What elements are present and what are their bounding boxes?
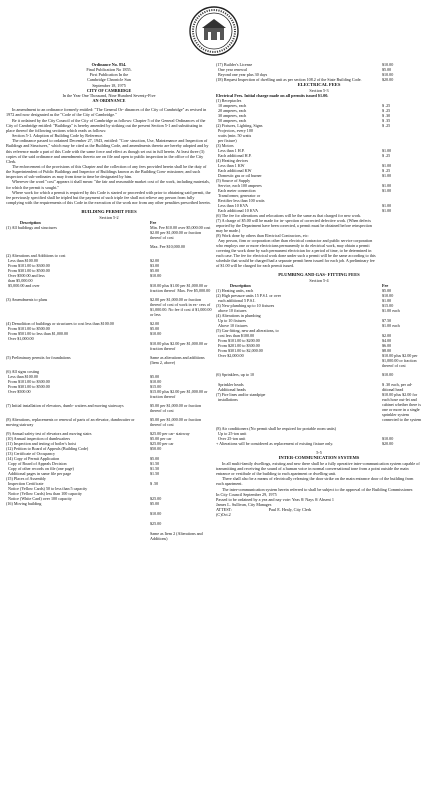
ordinance-paragraph: Section 5-1. Adoption of Building Code by Reference. xyxy=(12,133,104,139)
fee-row xyxy=(6,417,212,427)
fee-amount: $5.00 $10.00 $15.00 $15.00 plus $2.00 per $1,000.00 or fraction thereof xyxy=(150,374,208,400)
footer-line: ATTEST: Paul E. Healy, City Clerk xyxy=(216,507,312,513)
fee-description: (7) Initial installation of elevators, dumb- waiters and moving stairways xyxy=(6,403,124,409)
ordinance-paragraph: The enforcement of the provisions of this Chapter and the collection of any fees provided herein shall be the duty of the Superintendent of Public Buildings and Inspector of Buildings known as the Building Com- missioner, and such inspectors of sub-ordinates as may from time to time be designated by him. xyxy=(6,163,208,180)
fee-description xyxy=(6,244,150,249)
section-title: BUILDING PERMIT FEES xyxy=(81,209,137,215)
fee-row xyxy=(6,369,212,399)
description-header: Description xyxy=(20,220,41,226)
fee-description: (9) Annual safety test of elevators and moving stairs (10) Annual inspection of dumbwaiters (11) Inspection and testing of boiler's hoist (12) Petition to Board of Appeals (Building Code) (13) Certificate of Occupancy (14) Copy of Permit Application Copy of Board of Appeals Decision Copy of other records on file (one page) Additional pages in same file per page (15) Places of Assembly Inspection Certificate Notice (Yellow Cards) 50 to less than 5 capacity Notice (Yellow Cards) less than 100 capacity Notice (White Card) over 100 capacity (16) Moving building xyxy=(6,431,92,507)
ordinance-paragraph: The ordinance passed to ordained December 27, 1943, entitled: "Con- struction, Use, Maintenance and Inspection of Buildings and Structures," which may be cited as the Building Code, and amendments thereto are hereby adopted and by this reference made a part of this Code with the same force and effect as though set out in full herein. At least three (3) copies of the said ordinance and amendments thereto are on file and open to public inspection in the office of the City Clerk. xyxy=(6,138,210,164)
fee-amount: $25.00 per car- stairway $5.00 per car $25.00 per car $50.00 $5.00 $1.50 $1.50 $1.50 $ .50 $25.00 $5.00 $10.00 $25.00 Same as Item 2 (Alterations and Additions) xyxy=(150,431,203,542)
fee-amount xyxy=(382,218,422,233)
fee-description: (3) Amendments to plans xyxy=(6,297,48,303)
fee-row xyxy=(6,403,212,413)
fee-row xyxy=(216,62,422,82)
section-title: PLUMBING AND GAS- FITTING FEES xyxy=(278,271,360,277)
section-subtitle: Section 5-3 xyxy=(309,87,329,93)
city-seal-icon xyxy=(189,6,239,56)
fee-amount: Max. Fee $10,000.00 xyxy=(150,244,185,250)
fee-description: (8) Alterations, replacements or renewal of parts of an elevator, dumbwaiter or moving stairway xyxy=(6,417,136,428)
description-header: Description xyxy=(230,282,251,288)
fee-amount: $2.00 $5.00 $10.00 $10.00 plus $2.00 per $1,000.00 or fraction thereof xyxy=(150,321,208,352)
fee-row xyxy=(216,426,422,446)
fee-amount: Min. Fee $10.00 over $5,000.00 cost $2.00 per $1,000.00 or fraction thereof of cost xyxy=(150,225,212,241)
left-column xyxy=(6,62,212,796)
fee-amount: $2.00 per $1,000.00 or fraction thereof of cost of work in ex- cess of $1,000.00. No fee if cost if $1,000.00 or less xyxy=(150,297,213,318)
footer-line: James L. Sullivan, City Manager. xyxy=(216,502,272,507)
section-title: INTER-COMMUNICATION SYSTEMS xyxy=(278,455,360,461)
ordinance-paragraph: Be it ordained by the City Council of the City of Cambridge as follows: Chapter 5 of the General Ordinances of the City of Cambridge entitled: "Buildings" is hereby amended by striking out the present Section 5-1 and substituting in place thereof the following sections which reads as follows: xyxy=(6,117,207,133)
fee-amount: $1.00 $ .25 $1.00 $1.00 $1.00 $1.00 $1.00 xyxy=(382,162,392,213)
fee-amount: $ .25 $ .25 $ .30 $ .35 $ .25 $1.00 $ .25 xyxy=(382,102,392,158)
ordinance-paragraph: In amendment to an ordinance formerly entitled: "The General Or- dinances of the City of Cambridge" as revised in 1972 and now designated as the "Code of the City of Cambridge." xyxy=(6,107,208,118)
fee-description: (2) Alterations and Additions to cost Less than $100.00 From $101.00 to $300.00 From $301.00 to $500.00 Over $500.00 and less than $5,000.00 $5,000.00 and over xyxy=(6,253,66,289)
section-subtitle: 5-5 xyxy=(316,449,322,455)
ordinance-header-line: AN ORDINANCE xyxy=(92,98,126,104)
fee-row xyxy=(216,372,422,422)
fee-row xyxy=(6,253,212,293)
ordinance-paragraph: The inter-communication system herein referred to shall be subject to the approval of the Building Commissioner. xyxy=(222,486,414,492)
fee-description: (6) Sprinklers, up to 10 Sprinkler heads Additional heads (7) Fire lines and/or standpipe installations xyxy=(216,371,266,402)
fee-header: Fee xyxy=(150,220,157,226)
fee-description: (1) Receptacles 10 amperes, each 20 amperes, each 30 amperes, each 50 amperes, each (2) Fixtures, Lighting, Signs Projectors, every 100 watts (min. 50 watts per fixture) (3) Motors Less than 1 H.P. Each additional H.P. xyxy=(216,97,263,158)
fee-row xyxy=(216,218,422,233)
fee-description: (4) Heating devices Less than 1 KW Each additional KW Domestic gas or oil burner (5) Source of Supply Service, each 100 amperes Each meter connection Transformer, generator or Rectifier less than 100 watts Less than 10 KVA Each additional 10 KVA xyxy=(216,157,265,213)
ordinance-paragraph: Wherever the word "cost" appears it shall mean: "the fair and reasonable market cost of the work, including materials, for which the permit is sought." xyxy=(6,179,211,190)
ordinance-paragraph: Where work for which a permit is required by this Code is started or proceeded with prior to obtaining said permit, the fee previously specified shall be tripled but the payment of such triple fee shall not relieve any person from fully complying with the requirements of this Code in the execution of the work nor from any other penalties prescribed herein. xyxy=(6,189,212,206)
ordinance-header-line: Cambridge Chronicle Sun xyxy=(87,77,131,83)
fee-amount: $2.00 $3.00 $5.00 $10.00 $10.00 plus $1.00 per $1,000.00 or fraction thereof Max. Fee $5,000.00 xyxy=(150,258,211,294)
ordinance-paragraph: In all multi-family dwellings, existing and new there shall be a fully operative inter-communication system capable of transmitting and receiving the sound of a human voice in normal conversational tone from a point outside the main entrance or vestibule of the building to each apartment or dwelling unit. xyxy=(216,460,421,477)
fee-row xyxy=(216,233,422,268)
fee-description: (1) Heating units, each (2) High pressure units 15 P.S.I. or over each additional 5 P.S.I. (3) New plumbing up to 10 fixtures above 10 fixtures (4) Alterations in plumbing Up to 10 fixtures Above 10 fixtures (5) Gas-fitting, new and alterations, to cost less than $100.00 From $101.00 to $200.00 From $201.00 to $300.00 From $301.00 to $2,000.00 Over $2,000.00 xyxy=(216,287,282,358)
fee-row xyxy=(6,355,212,365)
ordinance-header-line: In the Year One Thousand, Nine Hundred Seventy-Five xyxy=(62,92,156,98)
footer-line: (C)Oct.2 xyxy=(216,512,231,518)
footer-line: In City Council September 29, 1975 xyxy=(216,491,277,497)
ordinance-header-line: First Publication In the xyxy=(89,72,129,78)
fee-header: Fee xyxy=(382,282,389,288)
ordinance-header-line: September 18, 1975 xyxy=(92,82,126,88)
fee-amount: $10.00 $5.00 $10.00 $20.00 xyxy=(382,62,394,82)
fee-row xyxy=(216,158,422,213)
fee-amount: $10.00 $ .30 each, per ad- ditional head $10.00 plus $2.00 for each hose out-let and cabinet whether there is one or more in a single sprinkler system connected to the system xyxy=(382,371,422,422)
right-column xyxy=(216,62,422,796)
ordinance-header-line: Ordinance No. 854. xyxy=(91,62,127,67)
fee-description: (7) A charge of $5.00 will be made for in- spection of corrected defective work. (When defects reported by the Department have been corrected, a permit must be obtained before reinspection may be made.) xyxy=(216,217,373,233)
fee-description: (5) Preliminary permits for foundations xyxy=(6,355,71,361)
fee-amount: Same as alterations and additions (Item 2, above) xyxy=(150,355,206,366)
fee-amount: $5.00 $10.00 $1.00 $15.00 $1.00 each $7.50 $1.00 each $2.00 $4.00 $6.00 $8.00 $10.00 plus $2.00 per $1,000.00 or fraction thereof of cost xyxy=(382,287,418,368)
section-subtitle: Section 5-2 xyxy=(99,214,119,220)
section-intro: Electrical Fees. Initial charge made on all permits issued $1.00. xyxy=(216,92,329,98)
fee-row xyxy=(6,225,212,240)
fee-amount xyxy=(382,233,422,268)
fee-amount: $5.00 per $1,000.00 or fraction thereof of cost xyxy=(150,403,203,414)
fee-row xyxy=(216,288,422,368)
footer-line: Passed to be ordained by a yea and nay vote: Yeas 8/ Nays 0/ Absent 1 xyxy=(216,496,334,502)
ordinance-header-line: CITY OF CAMBRIDGE xyxy=(86,87,132,93)
spacer xyxy=(6,541,212,545)
section-subtitle: Section 5-4 xyxy=(309,277,329,283)
fee-amount: $10.00 $20.00 xyxy=(382,435,394,446)
fee-description: (4) Demolition of buildings or structures to cost less than $100.00 From $101.00 to $500.00 From $501.00 to less than $1,000.00 Over $1,000.00 xyxy=(6,321,114,342)
ordinance-paragraph: There shall also be a means of electrically releasing the door strike on the main entrance door of the building from each apartment. xyxy=(216,476,415,487)
fee-row xyxy=(216,98,422,158)
fee-description: (6) The fee for alterations and relocations will be the same as that charged for new work. xyxy=(216,212,362,218)
fee-row xyxy=(6,244,212,249)
ordinance-header-line: Final Publication No 1855. xyxy=(86,67,132,73)
section-title: ELECTRICAL FEES xyxy=(297,82,341,87)
fee-description: (6) All signs costing Less than $100.00 From $101.00 to $300.00 From $301.00 to $500.00 Over $500.00 xyxy=(6,369,50,395)
fee-description: (8) Air conditioners (No permit shall be required for portable room units) Up to 25-ton unit Over 25-ton unit + Alterations will be considered as replacement of existing fixture only. xyxy=(216,425,336,446)
fee-description: (1) All buildings and structures xyxy=(6,225,57,231)
fee-row xyxy=(6,431,212,541)
fee-amount: $5.00 per $1,000.00 or fraction thereof of cost xyxy=(150,417,203,428)
fee-row xyxy=(6,321,212,351)
fee-description: (17) Builder's License One year renewal Beyond one year plus 30 days (18) Request Inspection of dwelling unit as per section 108.2 of the State Building Code. xyxy=(216,62,362,82)
fee-description: (8) Work done by others than Electrical Contractors, etc: Any person, firm or corporation other than electrical contractor and public service corporation who employs one or more electricians permanently to do electrical work, may obtain a permit covering the work done by such permanent electrician for a period of time, to be determined in each case. The fee for electrical work done under such a permit will be the same according to this schedule that would be charged had a separate permit been issued for each job. A preliminary fee of $1.00 will be charged for each permit issued. xyxy=(216,232,376,268)
fee-row xyxy=(6,297,212,317)
